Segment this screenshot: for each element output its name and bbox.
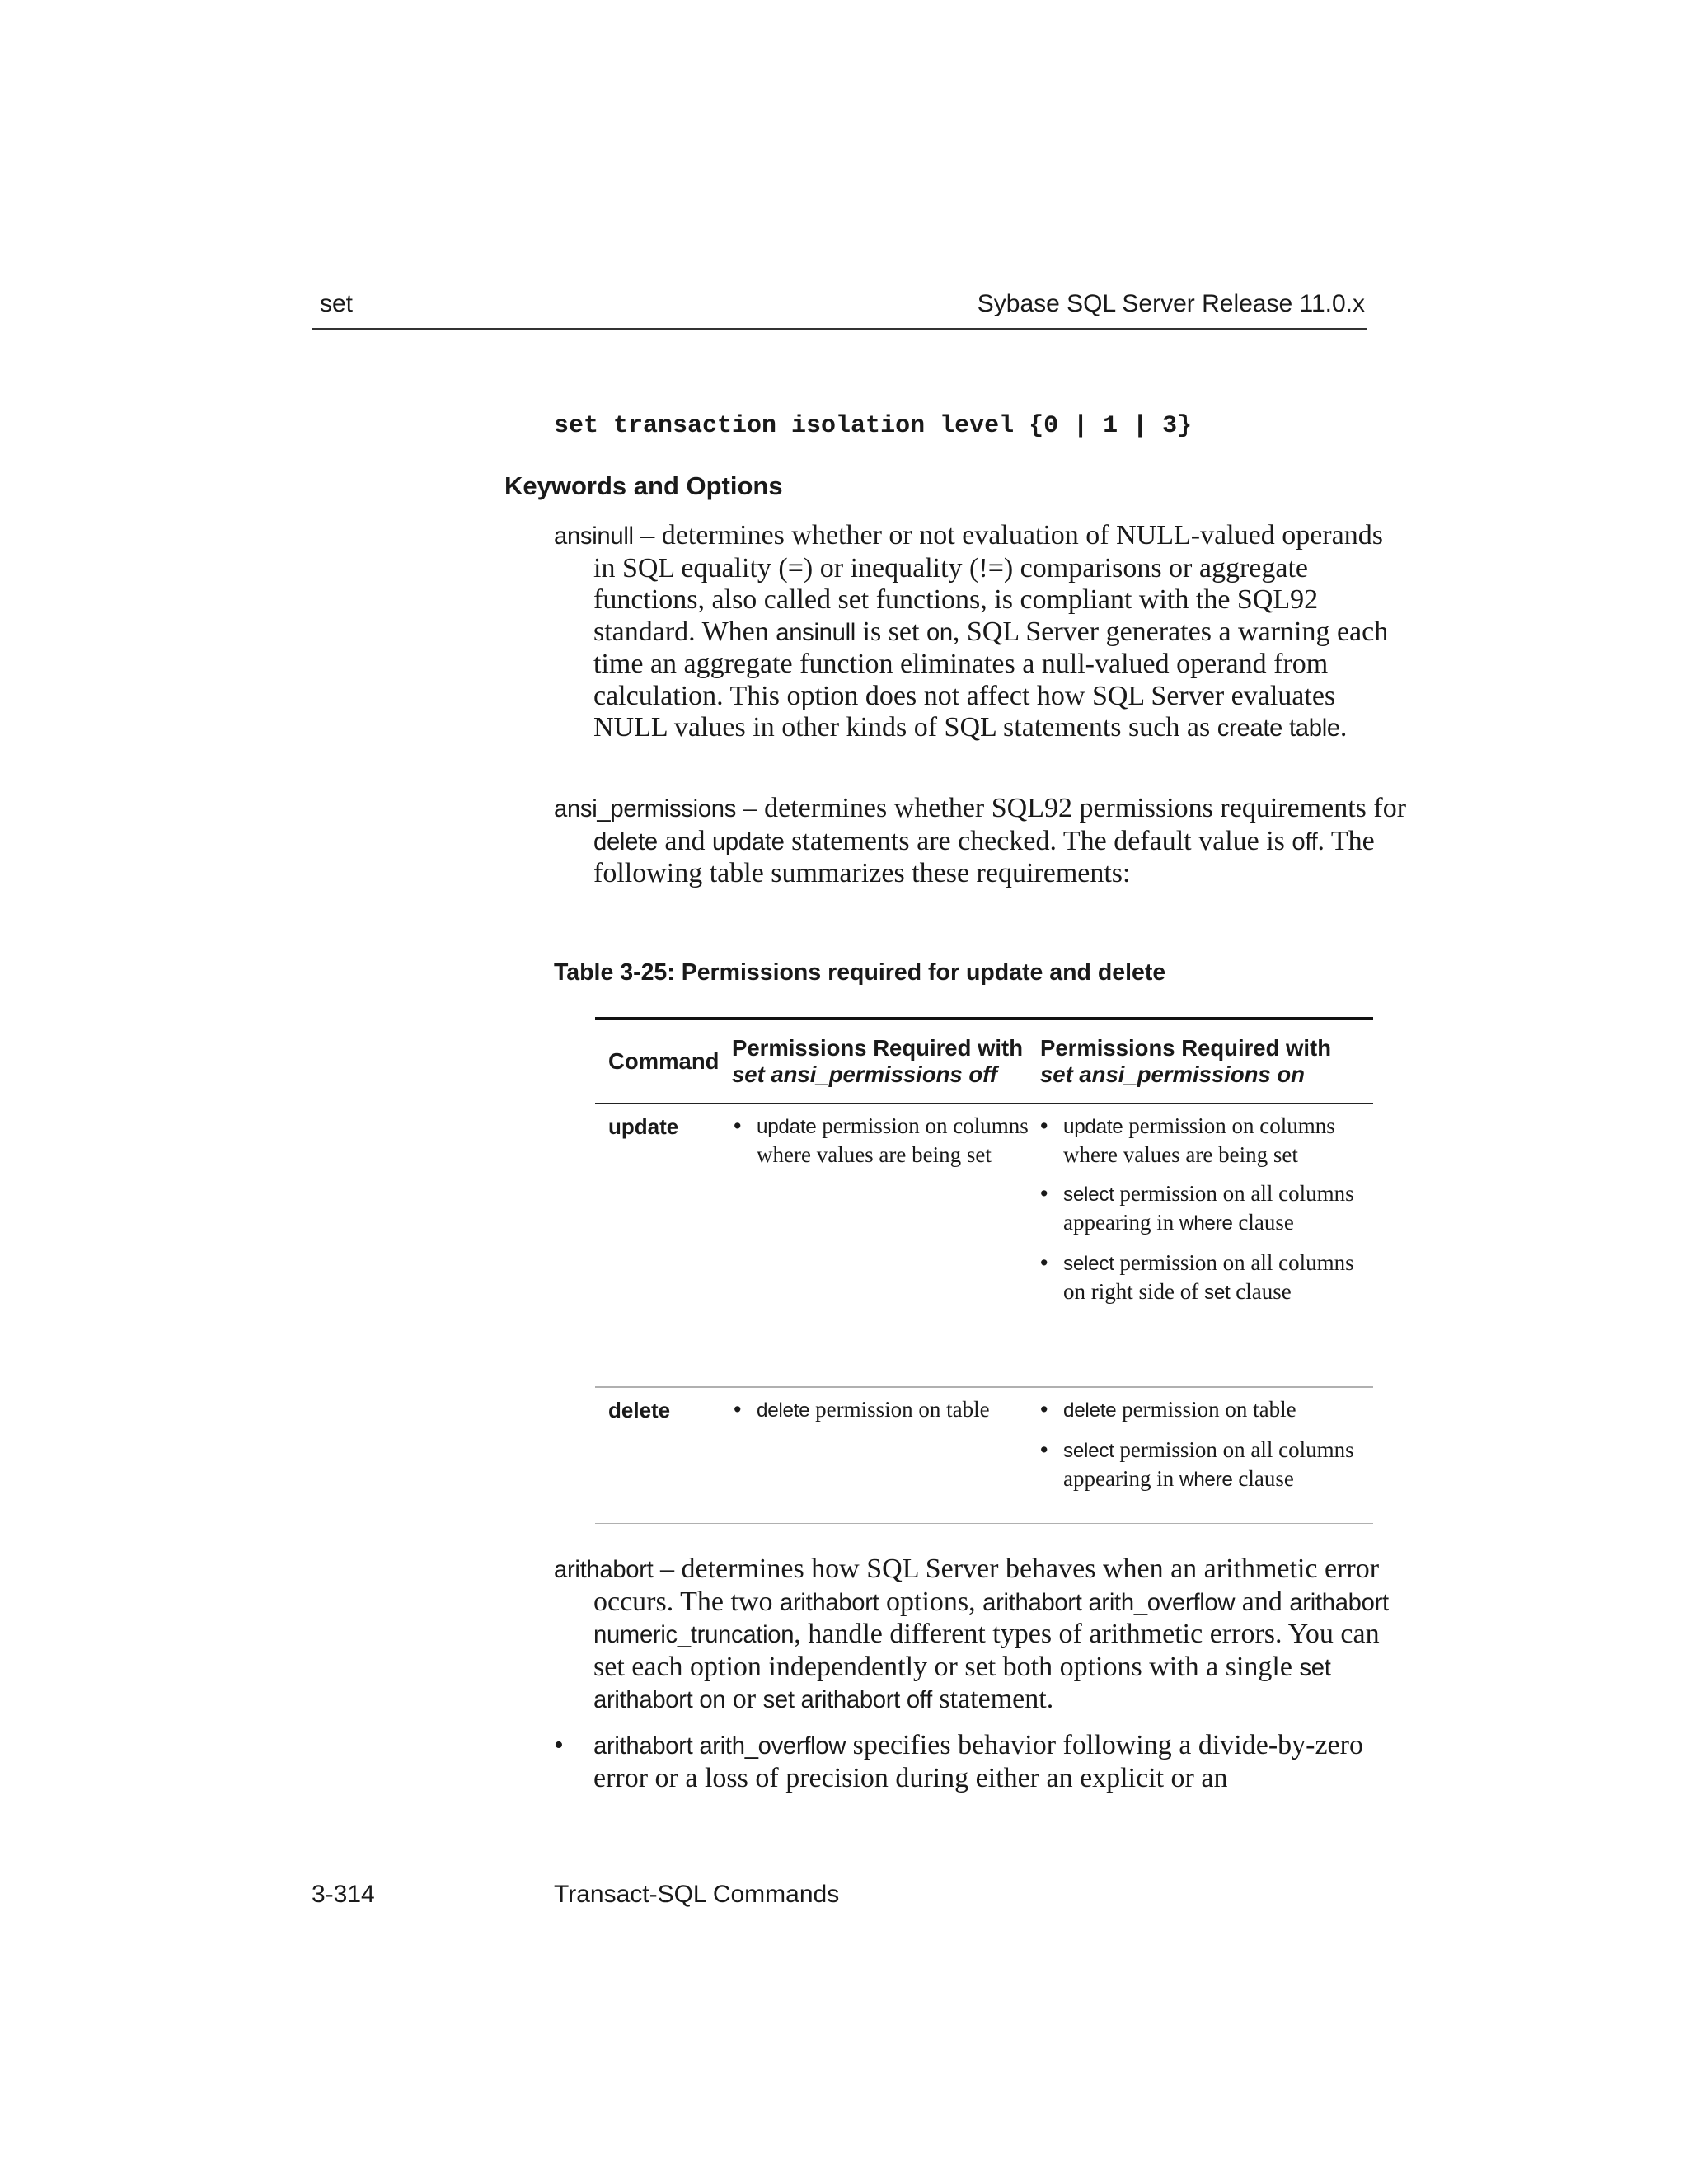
bullet-icon: • xyxy=(1040,1250,1048,1275)
row-permissions-off xyxy=(724,1104,1030,1180)
keyword: ansi_permissions xyxy=(554,796,737,823)
list-item: • select permission on all columns on right side of set clause xyxy=(1039,1249,1373,1306)
arith-overflow-item: • arithabort arith_overflow specifies behavior following a divide-by-zero error or a loss of precision during either an explicit or an xyxy=(554,1730,1363,1793)
row-command: update xyxy=(608,1114,679,1139)
list-item: • delete permission on table xyxy=(1039,1396,1373,1425)
table-bottom-rule xyxy=(595,1523,1373,1525)
keyword: ansinull xyxy=(776,619,856,646)
ansi-permissions-description: ansi_permissions – determines whether SQL92 permissions requirements for delete and update statements are checked. The default value is off. The following table summarizes these requirements: xyxy=(554,793,1407,888)
keyword: update xyxy=(711,828,785,855)
keyword: create table xyxy=(1217,715,1340,742)
keyword: delete xyxy=(593,828,658,855)
page-number: 3-314 xyxy=(312,1881,375,1908)
header-permissions-off: Permissions Required with set ansi_permissions off xyxy=(732,1035,1024,1087)
row-permissions-on xyxy=(1030,1388,1373,1507)
table-row xyxy=(595,1104,1373,1386)
header-permissions-on: Permissions Required with set ansi_permissions on xyxy=(1040,1035,1332,1087)
bullet-icon: • xyxy=(1040,1113,1048,1138)
keyword: arithabort xyxy=(554,1557,654,1583)
chapter-title: Transact-SQL Commands xyxy=(554,1881,840,1908)
header-rule xyxy=(312,328,1367,330)
bullet-icon: • xyxy=(554,1730,564,1760)
table-header-row xyxy=(595,1020,1373,1103)
row-permissions-off xyxy=(724,1388,1030,1437)
keyword: ansinull xyxy=(554,523,634,550)
keyword: set arithabort on xyxy=(593,1654,1331,1713)
keyword: arithabort xyxy=(779,1589,879,1616)
table-row xyxy=(595,1388,1373,1523)
running-header-section: set xyxy=(320,290,354,317)
bullet-icon: • xyxy=(734,1113,742,1138)
section-heading: Keywords and Options xyxy=(504,471,783,500)
row-permissions-on xyxy=(1030,1104,1373,1319)
bullet-icon: • xyxy=(1040,1396,1048,1422)
ansinull-description: ansinull – determines whether or not evaluation of NULL-valued operands in SQL equality (=) or inequality (!=) comparisons or aggregate functions, also called set functions, is compliant with the SQL92 standard. When ansinull is set on, SQL Server generates a warning each time an aggregate function eliminates a null-valued operand from calculation. This option does not affect how SQL Server evaluates NULL values in other kinds of SQL statements such as create table. xyxy=(554,520,1389,743)
list-item: • delete permission on table xyxy=(732,1396,1030,1425)
keyword: set arithabort off xyxy=(762,1687,932,1713)
arithabort-description: arithabort – determines how SQL Server behaves when an arithmetic error occurs. The two arithabort options, arithabort arith_overflow and arithabort numeric_truncation, handle different types of arithmetic errors. You can set each option independently or set both options with a single set arithabort on or set arithabort off statement. xyxy=(554,1554,1389,1714)
keyword: arithabort numeric_truncation xyxy=(593,1589,1389,1648)
list-item: • update permission on columns where values are being set xyxy=(1040,1113,1335,1167)
list-item: • update permission on columns where values are being set xyxy=(734,1113,1029,1167)
list-item: • select permission on all columns appearing in where clause xyxy=(1039,1436,1373,1493)
syntax-line: set transaction isolation level {0 | 1 | 3} xyxy=(554,412,1193,440)
row-command: delete xyxy=(608,1397,671,1422)
bullet-icon: • xyxy=(1040,1437,1048,1462)
keyword: off xyxy=(1292,828,1318,855)
keyword: on xyxy=(926,619,953,646)
header-command: Command xyxy=(608,1048,720,1074)
permissions-table xyxy=(595,1017,1373,1524)
list-item: • select permission on all columns appearing in where clause xyxy=(1039,1180,1373,1237)
running-header-product: Sybase SQL Server Release 11.0.x xyxy=(977,290,1365,317)
bullet-icon: • xyxy=(734,1396,742,1422)
table-caption: Table 3-25: Permissions required for update and delete xyxy=(554,959,1166,986)
keyword: arithabort arith_overflow xyxy=(982,1589,1236,1616)
bullet-icon: • xyxy=(1040,1181,1048,1206)
keyword: arithabort arith_overflow xyxy=(593,1733,846,1760)
